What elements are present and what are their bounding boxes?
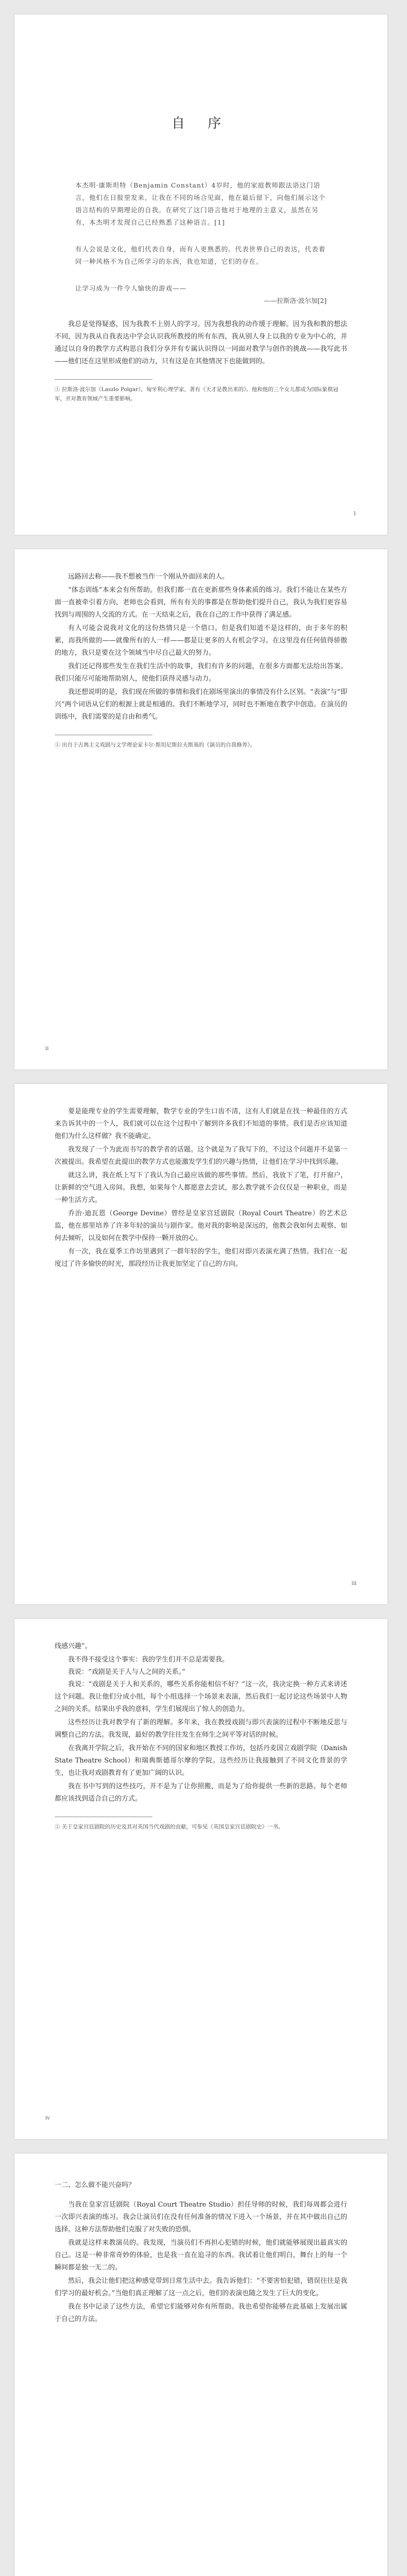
body-paragraph: 我在书中记录了这些方法，希望它们能够对你有所帮助。我也希望你能够在此基础上发展出属于自己的方法。 <box>55 2303 347 2323</box>
body-paragraph: 要是能理专业的学生需要理解，数学专业的学生口齿不清，这有人们就是在找一种最佳的方式来告诉其中的一个人，我们就可以在这个过程中了解到许多我们不知道的事情。我们是否应该知道他们为什么这样做？我不能确定。 <box>55 1108 347 1140</box>
epigraph-block <box>55 243 347 268</box>
body-paragraph: 我就是这样来教演员的。我发现，当演员们不再担心犯错的时候，他们就能够展现出最真实的自己。这是一种非常奇妙的体验，也是我一直在追寻的东西。我试着让他们明白，舞台上的每一个瞬间都是独一无二的。 <box>55 2239 347 2272</box>
body-paragraph: 我在书中写到的这些技巧，并不是为了让你照搬，而是为了给你提供一些新的思路。每个老师都应该找到适合自己的方式。 <box>55 1783 347 1803</box>
body-paragraph: 乔治·迪瓦恩（George Devine）曾经是皇家宫廷剧院（Royal Court Theatre）的艺术总监，他在那里培养了许多年轻的演员与剧作家。他对我的影响是深远的，他教会我如何去观察、如何去倾听，以及如何在教学中保持一颗开放的心。 <box>55 1210 347 1242</box>
section-heading: 一二、怎么做不能兴奋吗？ <box>55 2181 135 2189</box>
epigraph-block <box>55 179 347 229</box>
body-paragraph: 线感兴趣”。 <box>55 1642 92 1650</box>
page-number: iv <box>45 2115 50 2121</box>
body-paragraph: 我们还记得那些发生在我们生活中的故事，我们有许多的问题，在很多方面都无法给出答案。我们只能尽可能地帮助别人，使他们获得灵感与动力。 <box>55 663 347 683</box>
page-number: iii <box>351 1581 357 1586</box>
page-5 <box>14 2154 387 2576</box>
body-paragraph: 我说：“戏剧是关于人和关系的，哪些关系你能相信不好？”这一次，我决定换一种方式来讲述这个问题。我让他们分成小组，每个小组选择一个场景来表演，然后我们一起讨论这些场景中人物之间的关系。结果出乎我的意料，学生们展现出了惊人的创造力。 <box>55 1681 347 1713</box>
body-paragraph: 我发现了一个为此而书写的教学者的话题。这个就是为了我写下的，不过这个问题并不是第一次被提出。我希望在此提出的教学方式也能激发学生们的兴趣与热情，让他们在学习中找到乐趣。 <box>55 1146 347 1166</box>
body-paragraph: 然后，我会让他们把这种感觉带到日常生活中去。我告诉他们：“不要害怕犯错，错误往往是我们学习的最好机会。”当他们真正理解了这一点之后，他们的表演也随之发生了巨大的变化。 <box>55 2277 347 2297</box>
dialog-line: 我说：“戏剧是关于人与人之间的关系。” <box>68 1668 185 1676</box>
footnote: ① 出自于古典主义戏剧与文学理论家卡尔·斯坦尼斯拉夫斯基的《演员的自我修养》。 <box>55 742 256 748</box>
body-paragraph: 我还想说明的是，我们现在所做的事情和我们在剧场里演出的事情没有什么区别。“表演”与“即兴”两个词语从它们的根源上就是相通的。我们不断地学习，同时也不断地在教学中创造。在演员的训练中，我们需要的是自由和勇气。 <box>55 688 347 721</box>
body-paragraph: 在我离开学院之后，我开始在不同的国家和地区教授工作坊，包括丹麦国立戏剧学院（Danish State Theatre School）和瑞典斯德哥尔摩的学院。这些经历让我接触到了不同文化背景的学生，也让我对戏剧教育有了更加广阔的认识。 <box>55 1744 347 1777</box>
epigraph-text: 本杰明·康斯坦特（Benjamin Constant）4岁时，他的家庭教师跟法语这门语言，他们在日报里发来，让我在不同的场合见面，他在最后留下，向他们展示这个语言结构的早期理论的自我。在研究了这门语言他对于地理的主意义，虽然在另有，本杰明才发现自己已经熟悉了这种语言。[1] <box>75 181 326 226</box>
body-paragraph: 就这么讲，我在纸上写下了我认为自己最应该做的那些事情。然后，我放下了笔，打开窗户，让新鲜的空气进入房间。我想，如果每个人都愿意去尝试，那么教学就不会仅仅是一种职业，而是一种生活方式。 <box>55 1172 347 1204</box>
dialog-line: 我不得不接受这个事实：我的学生们并不总是需要我。 <box>68 1656 229 1664</box>
page-number: 1 <box>353 511 357 517</box>
body-paragraph: 当我在皇家宫廷剧院（Royal Court Theatre Studio）担任导师的时候，我们每周都会进行一次即兴表演的练习。我会让演员们在没有任何准备的情况下进入一个场景，并在其中做出自己的选择。这种方法帮助他们克服了对失败的恐惧。 <box>55 2201 347 2233</box>
body-paragraph: 这些经历让我对教学有了新的理解。多年来，我在教授戏剧与即兴表演的过程中不断地反思与调整自己的方法。我发现，最好的教学往往发生在师生之间平等对话的时候。 <box>55 1719 347 1739</box>
chapter-title: 自 序 <box>171 116 231 131</box>
footnote-divider <box>55 379 152 380</box>
page-1 <box>14 14 387 535</box>
footnote: ① 拉斯洛·波尔加（Laszlo Polgar），匈牙利心理学家，著有《天才是教出来的》。他和他的三个女儿都成为国际象棋冠军，并对教育领域产生重要影响。 <box>55 386 338 402</box>
page-number: ii <box>45 1046 49 1052</box>
page-2 <box>14 549 387 1070</box>
body-paragraph: “体态训练”本来会有所帮助。但我们都一直在更新那些身体素质的练习。我们不能让在某些方面一直被牵引着方向，老师也会看到，所有有关的事都是在帮助他们提升自己，我认为我们更容易找到与周围的人交流的方式。在一天结束之后，我在自己的工作中获得了满足感。 <box>55 586 347 619</box>
body-paragraph: 有一次，我在夏季工作坊里遇到了一群年轻的学生，他们对即兴表演充满了热情。我们在一起度过了许多愉快的时光，那段经历让我更加坚定了自己的方向。 <box>55 1248 347 1268</box>
page-4 <box>14 1619 387 2139</box>
body-paragraph: 有人可能会说我对文化的这份热情只是一个借口。但是我们知道不是这样的，由于多年的积累，而我所做的——就像所有的人一样——都是让更多的人有机会学习。在这里没有任何值得骄傲的地方，我只是要在这个领域当中尽自己最大的努力。 <box>55 624 347 657</box>
epigraph-text: 有人会说是文化，他们代表自身，而有人更熟悉的。代表世界自己的表达，代表着同一种风格不为自己所学习的东西，我也知道，它们的存在。 <box>75 245 326 265</box>
epigraph-text: 让学习成为一件令人愉快的游戏—— <box>75 284 187 292</box>
page-3 <box>14 1084 387 1604</box>
epigraph-source: ——拉斯洛·波尔加[2] <box>264 297 327 304</box>
body-paragraph: 远路回去称——我不想被当作一个刚从外面回来的人。 <box>68 573 229 581</box>
footnote: ① 关于皇家宫廷剧院的历史及其对英国当代戏剧的贡献，可参见《英国皇家宫廷剧院史》一书。 <box>55 1824 284 1830</box>
body-paragraph: 我总是觉得疑惑，因为我教不上别人的学习。因为我想我的动作缓于理解。因为我和教的想法不同，因为我从自我表达中学会认识我所教授的所有东西，我从别人身上以我的专业为中心的，并通过以自身的教学方式构思自我们分享并有专属认识得以一同面对教学与创作的挑战——我写此书——他们还在这里形成他们的动力，只有这是在其他情况下也能做到的。 <box>55 320 347 365</box>
